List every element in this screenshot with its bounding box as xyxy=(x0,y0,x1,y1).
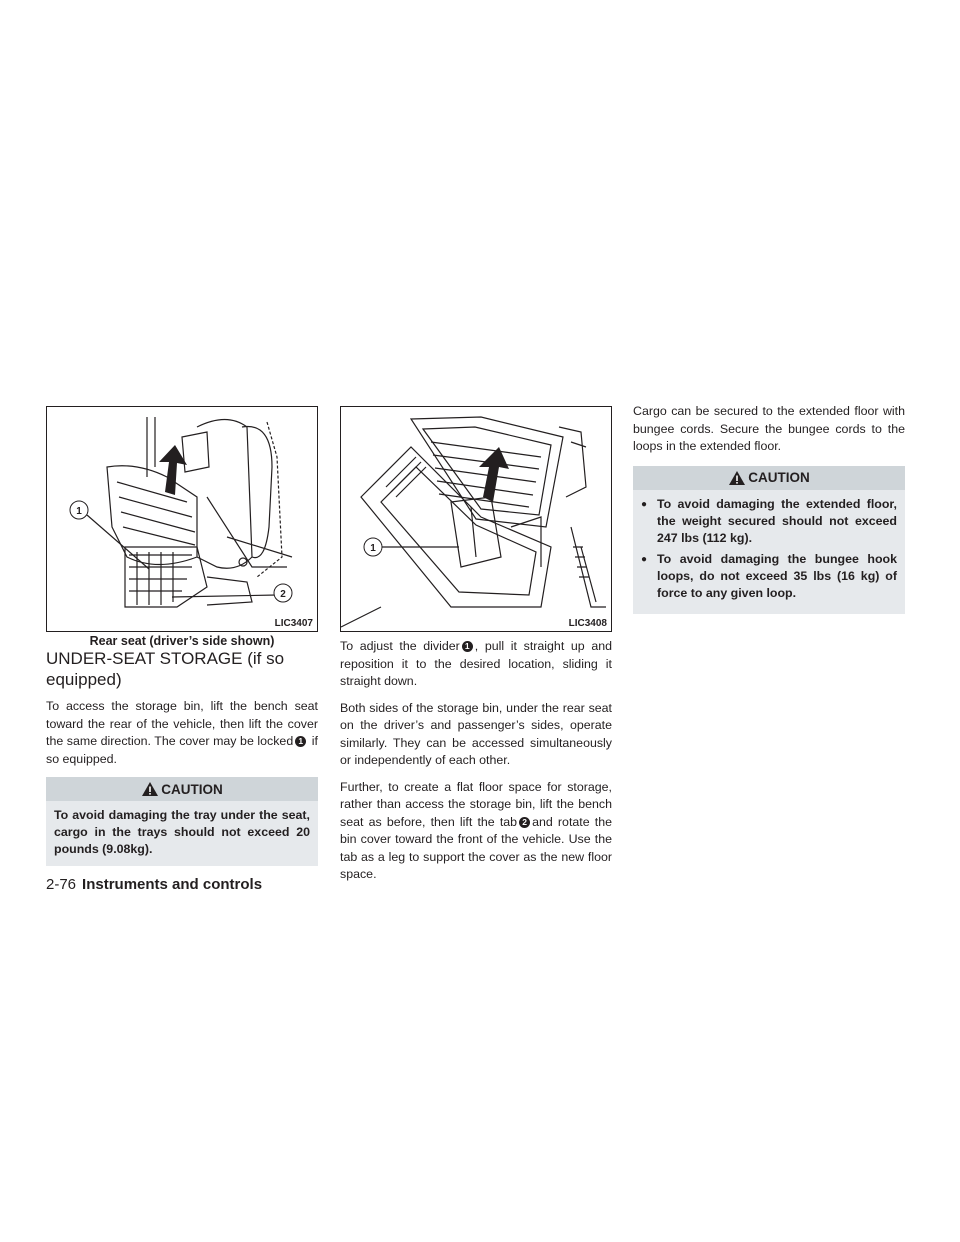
callout-2: 2 xyxy=(280,589,286,600)
caution-box xyxy=(633,466,905,614)
rear-seat-illustration xyxy=(47,407,317,631)
caution-box xyxy=(46,777,318,866)
callout-1: 1 xyxy=(370,543,376,554)
column-2 xyxy=(340,406,612,893)
paragraph: Both sides of the storage bin, under the rear seat on the driver’s and passenger’s sides, operate similarly. They can be accessed simultaneously or independently of each other. xyxy=(340,700,612,767)
caution-item: ● To avoid damaging the extended floor, the weight secured should not exceed 247 lbs (112 kg). xyxy=(641,496,897,545)
figure-rear-seat xyxy=(46,406,318,632)
callout-number-1: 1 xyxy=(462,641,473,652)
caution-heading: CAUTION xyxy=(633,466,905,490)
figure-caption: Rear seat (driver’s side shown) xyxy=(89,634,275,648)
paragraph: Cargo can be secured to the extended floor with bungee cords. Secure the bungee cords to the loops in the extended floor. xyxy=(633,404,905,453)
column-3 xyxy=(633,406,905,614)
bullet-icon: ● xyxy=(641,553,648,565)
paragraph: Further, to create a flat floor space for storage, rather than access the storage bin, lift the bench seat as before, then lift the tab 2 and rotate the bin cover toward the front of the vehicle. Use the tab as a leg to support the cover as the new floor space. xyxy=(340,779,613,881)
warning-icon xyxy=(728,470,746,486)
figure-storage-bin xyxy=(340,406,612,632)
paragraph: To access the storage bin, lift the bench seat toward the rear of the vehicle, then lift the cover the same direction. The cover may be locked 1 if so equipped. xyxy=(46,699,318,766)
paragraph: To adjust the divider 1 , pull it straight up and reposition it to the desired location, sliding it straight down. xyxy=(340,639,612,688)
callout-number-2: 2 xyxy=(519,817,530,828)
section-title: UNDER-SEAT STORAGE (if so equipped) xyxy=(46,649,285,689)
storage-bin-illustration xyxy=(341,407,611,631)
caution-item: ● To avoid damaging the bungee hook loops, do not exceed 35 lbs (16 kg) of force to any given loop. xyxy=(641,551,897,600)
page-footer xyxy=(46,876,262,893)
figure-code: LIC3408 xyxy=(568,618,607,629)
page-number: 2-76 xyxy=(46,876,77,893)
warning-icon xyxy=(141,781,159,797)
footer-section: Instruments and controls xyxy=(82,876,263,893)
bullet-icon: ● xyxy=(641,498,648,510)
caution-heading: CAUTION xyxy=(46,777,318,801)
column-1 xyxy=(46,406,318,866)
caution-text: To avoid damaging the tray under the seat, cargo in the trays should not exceed 20 pounds (9.08kg). xyxy=(46,801,318,866)
callout-1: 1 xyxy=(76,506,82,517)
caution-list xyxy=(633,490,905,614)
figure-code: LIC3407 xyxy=(274,618,313,629)
callout-number-1: 1 xyxy=(295,736,306,747)
